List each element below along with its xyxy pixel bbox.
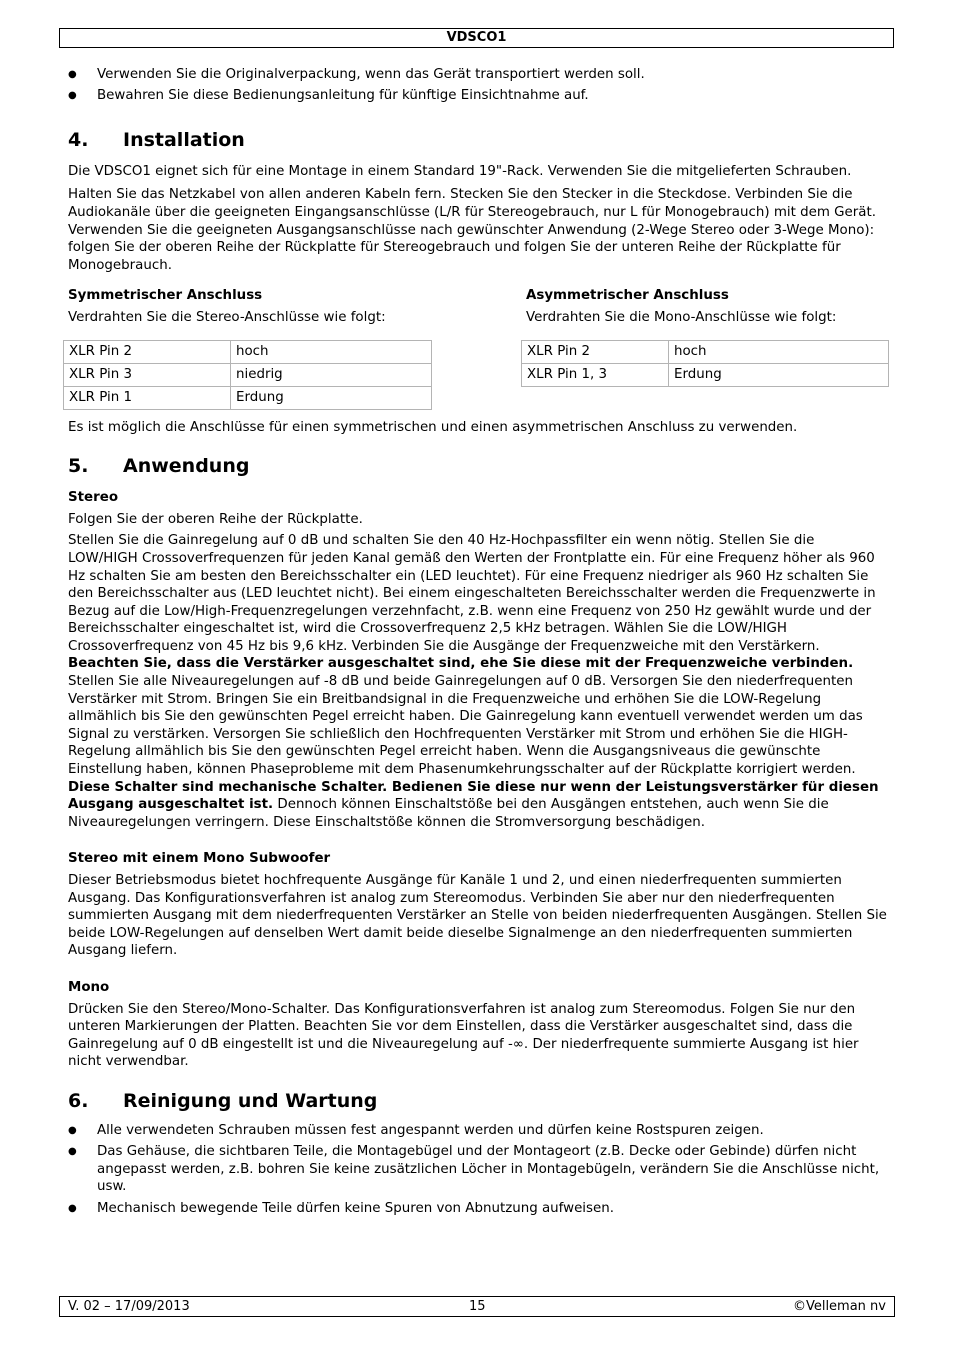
page-header (59, 28, 894, 48)
table-cell: Erdung (669, 363, 889, 386)
bullet-icon: ● (68, 1146, 77, 1158)
section-heading-reinigung: 6. Reinigung und Wartung (68, 1089, 378, 1112)
table-row (64, 340, 432, 363)
asymmetric-pin-table (521, 340, 889, 387)
table-cell: XLR Pin 1 (64, 386, 231, 409)
paragraph: Es ist möglich die Anschlüsse für einen symmetrischen und einen asymmetrischen Anschluss zu verwenden. (68, 419, 798, 435)
page-number: 15 (469, 1299, 486, 1314)
table-cell: Erdung (231, 386, 432, 409)
list-item: ● Mechanisch bewegende Teile dürfen keine Spuren von Abnutzung aufweisen. (68, 1200, 614, 1216)
list-item: ● Alle verwendeten Schrauben müssen fest angespannt werden und dürfen keine Rostspuren zeigen. (68, 1122, 764, 1138)
maintenance-bullet-list (68, 1122, 888, 1217)
table-cell: hoch (231, 340, 432, 363)
table-row (64, 386, 432, 409)
table-row (64, 363, 432, 386)
symmetric-pin-table (63, 340, 432, 410)
connection-tables (68, 287, 888, 409)
subheading: Asymmetrischer Anschluss (526, 288, 729, 304)
list-item: ● Bewahren Sie diese Bedienungsanleitung für künftige Einsichtnahme auf. (68, 88, 589, 104)
symmetric-column (68, 287, 436, 409)
paragraph: Drücken Sie den Stereo/Mono-Schalter. Das Konfigurationsverfahren ist analog zum Stereomodus. Folgen Sie nur den unteren Markierungen der Platten. Beachten Sie vor dem Einstellen, dass die Verstärker ausgeschaltet sind, dass die Gainregelung auf 0 dB eingestellt ist und die Niveauregelung auf -∞. Der niederfrequente summierte Ausgang ist hier nicht verwendbar. (68, 1001, 859, 1070)
bullet-icon: ● (68, 90, 77, 102)
table-cell: XLR Pin 2 (64, 340, 231, 363)
subheading: Stereo (68, 490, 119, 506)
section-heading-installation: 4. Installation (68, 128, 245, 151)
intro-bullet-list (68, 66, 888, 105)
subheading: Mono (68, 979, 110, 995)
paragraph: Folgen Sie der oberen Reihe der Rückplatte. (68, 511, 363, 527)
footer-copyright: ©Velleman nv (792, 1299, 886, 1314)
page-content (68, 66, 888, 1221)
table-row (522, 340, 889, 363)
list-item: ● Das Gehäuse, die sichtbaren Teile, die Montagebügel und der Montageort (z.B. Decke oder Gebinde) dürfen nicht angepasst werden, z.B. bohren Sie keine zusätzlichen Löcher in Montagebügeln, verändern Sie die Anschlüsse nicht, usw. (68, 1144, 880, 1195)
asymmetric-column (526, 287, 888, 409)
subheading: Symmetrischer Anschluss (68, 288, 263, 304)
paragraph: Die VDSCO1 eignet sich für eine Montage in einem Standard 19"-Rack. Verwenden Sie die mitgelieferten Schrauben. (68, 163, 852, 179)
header-title: VDSCO1 (446, 30, 507, 45)
paragraph: Dieser Betriebsmodus bietet hochfrequente Ausgänge für Kanäle 1 und 2, und einen niederfrequenten summierten Ausgang. Das Konfigurationsverfahren ist analog zum Stereomodus. Verbinden Sie aber nur den niederfrequenten summierten Ausgang mit dem niederfrequenten Verstärker an Stelle von beiden niederfrequenten Ausgängen. Stellen Sie beide LOW-Regelungen auf denselben Wert damit beide dieselbe Signalmenge an den niederfrequenten summierten Ausgang liefern. (68, 873, 887, 959)
table-cell: XLR Pin 3 (64, 363, 231, 386)
paragraph: Stellen Sie die Gainregelung auf 0 dB und schalten Sie den 40 Hz-Hochpassfilter ein wenn nötig. Stellen Sie die LOW/HIGH Crossoverfrequenzen für jeden Kanal gemäß den Werten der Frontplatte ein. Für eine Frequenz höher als 960 Hz schalten Sie am besten den Bereichsschalter ein (LED leuchtet). Für eine Frequenz niedriger als 960 Hz schalten Sie den Bereichsschalter aus (LED leuchtet nicht). Bei einem eingeschalteten Bereichsschalter werden die Frequenzwerte in Bezug auf die Low/High-Frequenzregelungen verzehnfacht, z.B. wenn eine Frequenz von 250 Hz gewählt wurde und der Bereichsschalter eingeschaltet ist, wird die Crossoverfrequenz 2,5 kHz betragen. Wählen Sie die LOW/HIGH Crossoverfrequenz von 45 Hz bis 9,6 kHz. Verbinden Sie die Ausgänge der Frequenzweiche mit den Verstärkern. Beachten Sie, dass die Verstärker ausgeschaltet sind, ehe Sie diese mit der Frequenzweiche verbinden. Stellen Sie alle Niveauregelungen auf -8 dB und beide Gainregelungen auf 0 dB. Versorgen Sie den niederfrequenten Verstärker mit Strom. Bringen Sie ein Breitbandsignal in die Frequenzweiche und erhöhen Sie die LOW-Regelung allmählich bis Sie den gewünschten Pegel erreicht haben. Die Gainregelung kann eventuell verwendet werden um das Signal zu verstärken. Versorgen Sie schließlich den Hochfrequenten Verstärker mit Strom und erhöhen Sie die HIGH-Regelung allmählich bis Sie den gewünschten Pegel erreicht haben. Wenn die Ausgangsniveaus die gewünschte Einstellung haben, können Phaseprobleme mit dem Phasenumkehrungsschalter auf der Rückplatte korrigiert werden. Diese Schalter sind mechanische Schalter. Bedienen Sie diese nur wenn der Leistungsverstärker für diesen Ausgang ausgeschaltet ist. Dennoch können Einschaltstöße bei den Ausgängen entstehen, auch wenn Sie die Niveauregelungen verringern. Diese Einschaltstöße können die Stromversorgung beschädigen. (68, 533, 879, 830)
list-item: ● Verwenden Sie die Originalverpackung, wenn das Gerät transportiert werden soll. (68, 67, 645, 82)
table-row (522, 363, 889, 386)
paragraph: Verdrahten Sie die Stereo-Anschlüsse wie folgt: (68, 309, 386, 325)
subheading: Stereo mit einem Mono Subwoofer (68, 851, 331, 867)
page-footer (59, 1296, 895, 1317)
bullet-icon: ● (68, 1124, 77, 1136)
paragraph: Halten Sie das Netzkabel von allen anderen Kabeln fern. Stecken Sie den Stecker in die Steckdose. Verbinden Sie die Audiokanäle über die geeigneten Eingangsanschlüsse (L/R für Stereogebrauch, nur L für Monogebrauch) mit dem Gerät. Verwenden Sie die geeigneten Ausgangsanschlüsse nach gewünschter Anwendung (2-Wege Stereo oder 3-Wege Mono): folgen Sie der oberen Reihe der Rückplatte für Stereogebrauch und folgen Sie der unteren Reihe der Rückplatte für Monogebrauch. (68, 187, 876, 273)
section-heading-anwendung: 5. Anwendung (68, 455, 250, 478)
bullet-icon: ● (68, 1202, 77, 1214)
table-cell: niedrig (231, 363, 432, 386)
paragraph: Verdrahten Sie die Mono-Anschlüsse wie folgt: (526, 309, 837, 325)
table-cell: hoch (669, 340, 889, 363)
table-cell: XLR Pin 2 (522, 340, 669, 363)
table-cell: XLR Pin 1, 3 (522, 363, 669, 386)
bullet-icon: ● (68, 69, 77, 80)
footer-version: V. 02 – 17/09/2013 (68, 1299, 190, 1314)
